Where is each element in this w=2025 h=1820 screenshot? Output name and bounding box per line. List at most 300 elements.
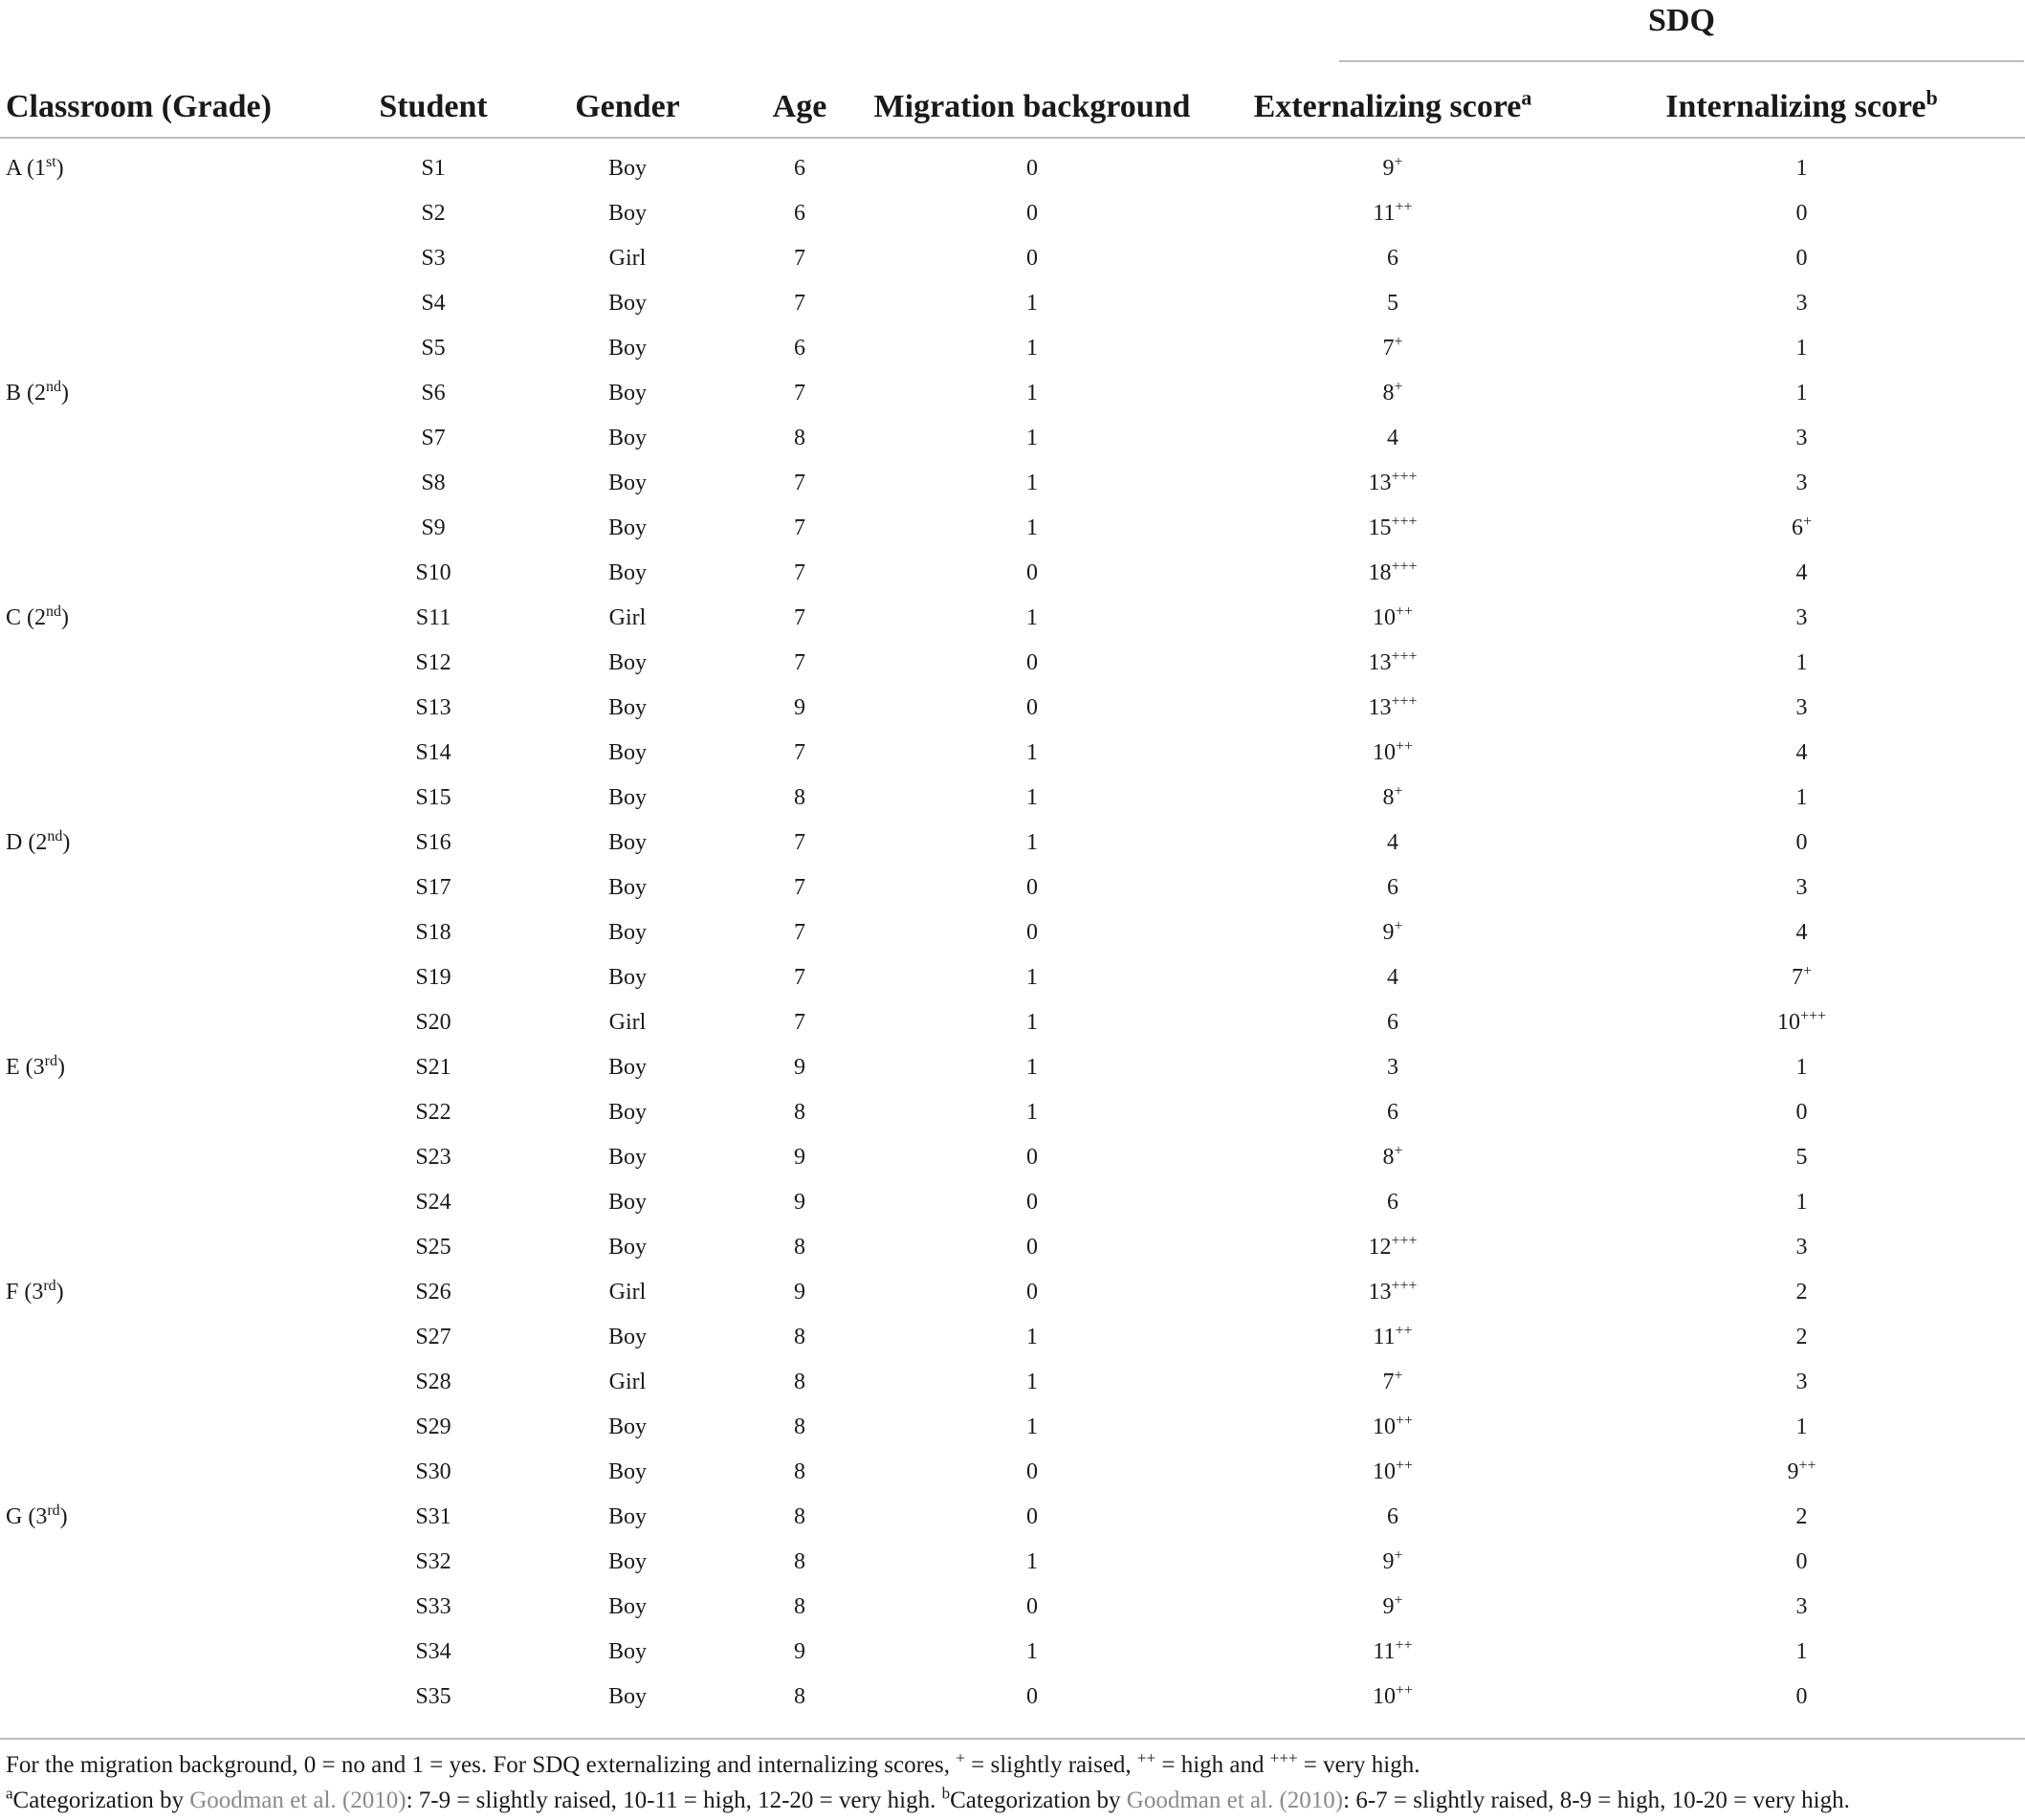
- internalizing-value: 2: [1795, 1325, 1808, 1349]
- cell-classroom: [0, 1675, 354, 1720]
- cell-gender: Girl: [608, 246, 647, 271]
- classroom-close: ): [61, 605, 69, 630]
- internalizing-level: +++: [1799, 1008, 1827, 1024]
- cell-internalizing: [1578, 1270, 2025, 1315]
- cell-migration: 0: [1026, 1594, 1038, 1619]
- cell-externalizing: [1207, 1000, 1578, 1045]
- externalizing-value: 6: [1387, 1190, 1398, 1215]
- cell-student: S25: [415, 1235, 451, 1260]
- table-row: [0, 1315, 2025, 1360]
- cell-internalizing: [1578, 506, 2025, 551]
- internalizing-level: ++: [1798, 1458, 1816, 1474]
- externalizing-value: 6: [1387, 246, 1398, 271]
- cell-externalizing: [1207, 686, 1578, 731]
- cell-student: S26: [415, 1280, 451, 1305]
- cell-externalizing: [1207, 506, 1578, 551]
- cell-migration: 1: [1026, 1370, 1038, 1394]
- internalizing-value: 1: [1795, 1055, 1808, 1080]
- note1-text-2: = slightly raised,: [964, 1752, 1137, 1778]
- cell-migration: 1: [1026, 1414, 1038, 1439]
- cell-classroom: [0, 1270, 354, 1315]
- externalizing-value: 3: [1387, 1055, 1398, 1080]
- cell-gender: Boy: [607, 785, 647, 810]
- table-row: [0, 596, 2025, 641]
- cell-age: 9: [794, 1055, 805, 1080]
- cell-age: 8: [794, 1684, 805, 1709]
- externalizing-level: ++: [1395, 1323, 1413, 1339]
- cell-gender: Boy: [607, 381, 647, 406]
- cell-internalizing: [1578, 416, 2025, 461]
- cell-age: 9: [794, 1145, 805, 1170]
- internalizing-value: 9: [1787, 1459, 1799, 1484]
- cell-migration: 1: [1026, 1325, 1038, 1349]
- internalizing-label: Internalizing score: [1665, 88, 1926, 124]
- externalizing-value: 10: [1372, 1414, 1396, 1439]
- grade-ordinal: st: [46, 154, 56, 170]
- externalizing-value: 6: [1387, 875, 1398, 900]
- externalizing-level: +++: [1391, 469, 1418, 485]
- cell-gender: Boy: [607, 1055, 647, 1080]
- cell-classroom: [0, 461, 354, 506]
- cell-student: S15: [415, 785, 451, 810]
- classroom-close: ): [62, 830, 71, 855]
- externalizing-level: +++: [1391, 1233, 1418, 1249]
- table-row: [0, 731, 2025, 776]
- note2-text-3: Categorization by: [950, 1787, 1127, 1813]
- cell-classroom: [0, 1315, 354, 1360]
- cell-age: 9: [794, 695, 805, 720]
- cell-gender: Boy: [607, 875, 647, 900]
- cell-internalizing: [1578, 281, 2025, 326]
- cell-internalizing: [1578, 1495, 2025, 1540]
- cell-age: 8: [794, 1235, 805, 1260]
- internalizing-value: 0: [1795, 830, 1808, 855]
- cell-migration: 0: [1026, 246, 1038, 271]
- cell-student: S14: [415, 740, 451, 765]
- internalizing-value: 1: [1795, 1639, 1808, 1664]
- cell-student: S35: [415, 1684, 451, 1709]
- internalizing-level: +: [1802, 514, 1813, 530]
- cell-migration: 1: [1026, 1639, 1038, 1664]
- cell-internalizing: [1578, 1180, 2025, 1225]
- col-header-externalizing: [1207, 77, 1578, 138]
- cell-internalizing: [1578, 461, 2025, 506]
- cell-externalizing: [1207, 1450, 1578, 1495]
- cell-gender: Boy: [607, 515, 647, 540]
- table-row: [0, 1090, 2025, 1135]
- cell-internalizing: [1578, 138, 2025, 191]
- internalizing-value: 0: [1795, 1100, 1808, 1125]
- cell-student: S33: [415, 1594, 451, 1619]
- col-header-classroom: Classroom (Grade): [0, 77, 354, 138]
- cell-gender: Boy: [607, 695, 647, 720]
- cell-gender: Girl: [608, 1280, 647, 1305]
- cell-classroom: [0, 1045, 354, 1090]
- cell-externalizing: [1207, 138, 1578, 191]
- table-row: [0, 191, 2025, 236]
- note2-text-4: : 6-7 = slightly raised, 8-9 = high, 10-20 = very high.: [1343, 1787, 1850, 1813]
- classroom-label: C (2: [6, 605, 46, 630]
- cell-externalizing: [1207, 641, 1578, 686]
- cell-externalizing: [1207, 1585, 1578, 1630]
- cell-student: S23: [415, 1145, 451, 1170]
- externalizing-value: 6: [1387, 1504, 1398, 1529]
- table-row: [0, 1450, 2025, 1495]
- note2-marker-b: b: [941, 1784, 951, 1803]
- externalizing-value: 13: [1368, 650, 1392, 675]
- externalizing-value: 13: [1368, 1280, 1392, 1305]
- cell-age: 9: [794, 1639, 805, 1664]
- cell-externalizing: [1207, 1090, 1578, 1135]
- cell-migration: 0: [1026, 201, 1038, 226]
- cell-student: S3: [421, 246, 446, 271]
- cell-student: S11: [415, 605, 451, 630]
- externalizing-level: +: [1394, 1547, 1403, 1564]
- cell-gender: Boy: [607, 1235, 647, 1260]
- internalizing-value: 3: [1795, 1370, 1808, 1394]
- externalizing-value: 6: [1387, 1100, 1398, 1125]
- cell-student: S13: [415, 695, 451, 720]
- table-row: [0, 955, 2025, 1000]
- cell-age: 7: [794, 830, 805, 855]
- externalizing-level: ++: [1395, 738, 1414, 755]
- sdq-group-header: SDQ: [1648, 3, 1715, 38]
- externalizing-level: +: [1394, 1592, 1403, 1609]
- externalizing-value: 8: [1382, 785, 1395, 810]
- cell-age: 7: [794, 471, 805, 495]
- cell-gender: Boy: [607, 740, 647, 765]
- table-row: [0, 686, 2025, 731]
- classroom-close: ): [59, 1504, 68, 1529]
- cell-age: 7: [794, 291, 805, 316]
- cell-classroom: [0, 821, 354, 866]
- cell-internalizing: [1578, 776, 2025, 821]
- note1-text-3: = high and: [1156, 1752, 1270, 1778]
- cell-age: 7: [794, 1010, 805, 1035]
- classroom-close: ): [55, 1280, 64, 1305]
- cell-age: 8: [794, 1549, 805, 1574]
- cell-age: 9: [794, 1190, 805, 1215]
- cell-internalizing: [1578, 1045, 2025, 1090]
- goodman-reference-link-1[interactable]: Goodman et al. (2010): [189, 1787, 407, 1813]
- table-row: [0, 461, 2025, 506]
- cell-student: S28: [415, 1370, 451, 1394]
- cell-classroom: [0, 776, 354, 821]
- externalizing-value: 11: [1373, 1325, 1396, 1349]
- col-header-student: Student: [354, 77, 513, 138]
- internalizing-value: 1: [1795, 1414, 1808, 1439]
- cell-externalizing: [1207, 1405, 1578, 1450]
- cell-externalizing: [1207, 416, 1578, 461]
- internalizing-value: 3: [1795, 695, 1808, 720]
- cell-migration: 0: [1026, 156, 1038, 181]
- cell-internalizing: [1578, 371, 2025, 416]
- cell-classroom: [0, 191, 354, 236]
- cell-externalizing: [1207, 551, 1578, 596]
- cell-migration: 1: [1026, 830, 1038, 855]
- cell-classroom: [0, 596, 354, 641]
- cell-gender: Boy: [607, 1594, 647, 1619]
- table-row: [0, 821, 2025, 866]
- internalizing-value: 2: [1795, 1504, 1808, 1529]
- cell-classroom: [0, 910, 354, 955]
- cell-gender: Boy: [607, 156, 647, 181]
- table-row: [0, 866, 2025, 910]
- classroom-label: E (3: [6, 1055, 45, 1080]
- grade-ordinal: nd: [46, 603, 61, 620]
- cell-age: 7: [794, 560, 805, 585]
- externalizing-level: +: [1394, 154, 1403, 170]
- table-row: [0, 1000, 2025, 1045]
- table-row: [0, 281, 2025, 326]
- cell-student: S30: [415, 1459, 451, 1484]
- table-row: [0, 1135, 2025, 1180]
- cell-externalizing: [1207, 821, 1578, 866]
- table-row: [0, 1675, 2025, 1720]
- cell-classroom: [0, 1585, 354, 1630]
- classroom-close: ): [61, 381, 69, 406]
- internalizing-level: +: [1802, 963, 1813, 979]
- externalizing-level: +: [1394, 379, 1403, 395]
- internalizing-value: 0: [1795, 1549, 1808, 1574]
- cell-age: 7: [794, 875, 805, 900]
- cell-externalizing: [1207, 236, 1578, 281]
- cell-student: S31: [415, 1504, 451, 1529]
- table-row: [0, 641, 2025, 686]
- externalizing-value: 8: [1382, 381, 1395, 406]
- internalizing-value: 3: [1795, 875, 1808, 900]
- externalizing-value: 10: [1372, 740, 1396, 765]
- col-header-internalizing: [1578, 77, 2025, 138]
- internalizing-value: 1: [1795, 336, 1808, 361]
- cell-internalizing: [1578, 596, 2025, 641]
- cell-internalizing: [1578, 1000, 2025, 1045]
- table-row: [0, 416, 2025, 461]
- cell-externalizing: [1207, 326, 1578, 371]
- table-row: [0, 1270, 2025, 1315]
- cell-internalizing: [1578, 1540, 2025, 1585]
- sdq-group-rule: [1339, 60, 2024, 62]
- cell-migration: 1: [1026, 1010, 1038, 1035]
- cell-internalizing: [1578, 236, 2025, 281]
- classroom-label: B (2: [6, 381, 46, 406]
- cell-internalizing: [1578, 1450, 2025, 1495]
- cell-migration: 1: [1026, 965, 1038, 990]
- table-row: [0, 326, 2025, 371]
- col-header-age: Age: [742, 77, 857, 138]
- cell-externalizing: [1207, 1360, 1578, 1405]
- externalizing-label: Externalizing score: [1253, 88, 1522, 124]
- externalizing-value: 13: [1368, 695, 1392, 720]
- cell-internalizing: [1578, 191, 2025, 236]
- cell-student: S18: [415, 920, 451, 945]
- externalizing-level: +: [1394, 334, 1403, 350]
- cell-migration: 1: [1026, 785, 1038, 810]
- externalizing-level: ++: [1395, 199, 1413, 215]
- externalizing-value: 15: [1368, 515, 1392, 540]
- grade-ordinal: nd: [46, 379, 61, 395]
- classroom-label: A (1: [6, 156, 46, 181]
- cell-migration: 1: [1026, 1055, 1038, 1080]
- cell-classroom: [0, 1090, 354, 1135]
- cell-migration: 0: [1026, 875, 1038, 900]
- cell-student: S24: [415, 1190, 451, 1215]
- note2-marker-a: a: [6, 1784, 13, 1803]
- externalizing-level: ++: [1395, 1637, 1413, 1654]
- externalizing-value: 9: [1382, 1549, 1395, 1574]
- cell-gender: Boy: [607, 650, 647, 675]
- cell-migration: 1: [1026, 381, 1038, 406]
- table-row: [0, 1225, 2025, 1270]
- cell-internalizing: [1578, 686, 2025, 731]
- cell-migration: 1: [1026, 1100, 1038, 1125]
- externalizing-level: +++: [1391, 1278, 1418, 1294]
- cell-student: S19: [415, 965, 451, 990]
- externalizing-value: 12: [1368, 1235, 1392, 1260]
- table-row: [0, 776, 2025, 821]
- internalizing-value: 3: [1795, 605, 1808, 630]
- cell-age: 7: [794, 381, 805, 406]
- cell-internalizing: [1578, 551, 2025, 596]
- note1-sup-3: +++: [1269, 1748, 1298, 1767]
- internalizing-value: 1: [1795, 156, 1808, 181]
- cell-externalizing: [1207, 1180, 1578, 1225]
- externalizing-value: 10: [1372, 605, 1396, 630]
- externalizing-level: +: [1394, 783, 1403, 800]
- cell-student: S12: [415, 650, 451, 675]
- cell-classroom: [0, 138, 354, 191]
- cell-age: 8: [794, 1459, 805, 1484]
- cell-student: S7: [421, 426, 446, 450]
- externalizing-value: 10: [1372, 1684, 1396, 1709]
- cell-age: 7: [794, 740, 805, 765]
- externalizing-level: +: [1394, 1368, 1403, 1384]
- internalizing-value: 10: [1776, 1010, 1800, 1035]
- cell-gender: Boy: [607, 1145, 647, 1170]
- cell-classroom: [0, 551, 354, 596]
- cell-internalizing: [1578, 641, 2025, 686]
- cell-classroom: [0, 1180, 354, 1225]
- cell-age: 7: [794, 650, 805, 675]
- externalizing-level: +: [1394, 918, 1403, 934]
- table-row: [0, 506, 2025, 551]
- cell-age: 8: [794, 1100, 805, 1125]
- cell-internalizing: [1578, 1135, 2025, 1180]
- externalizing-footnote-marker: a: [1521, 85, 1532, 110]
- cell-classroom: [0, 236, 354, 281]
- cell-internalizing: [1578, 326, 2025, 371]
- cell-age: 9: [794, 1280, 805, 1305]
- cell-student: S17: [415, 875, 451, 900]
- cell-student: S34: [415, 1639, 451, 1664]
- cell-migration: 0: [1026, 650, 1038, 675]
- internalizing-value: 2: [1795, 1280, 1808, 1305]
- externalizing-value: 5: [1387, 291, 1398, 316]
- internalizing-value: 1: [1795, 785, 1808, 810]
- cell-externalizing: [1207, 866, 1578, 910]
- externalizing-level: +: [1394, 1143, 1403, 1159]
- cell-classroom: [0, 866, 354, 910]
- cell-student: S2: [421, 201, 446, 226]
- cell-gender: Boy: [607, 1549, 647, 1574]
- classroom-label: F (3: [6, 1280, 44, 1305]
- cell-classroom: [0, 1135, 354, 1180]
- cell-externalizing: [1207, 281, 1578, 326]
- cell-classroom: [0, 1225, 354, 1270]
- cell-externalizing: [1207, 1045, 1578, 1090]
- cell-student: S6: [421, 381, 446, 406]
- classroom-close: ): [55, 156, 64, 181]
- classroom-label: D (2: [6, 830, 48, 855]
- cell-gender: Boy: [607, 201, 647, 226]
- cell-age: 8: [794, 1504, 805, 1529]
- cell-gender: Boy: [607, 965, 647, 990]
- goodman-reference-link-2[interactable]: Goodman et al. (2010): [1126, 1787, 1344, 1813]
- table-row: [0, 1630, 2025, 1675]
- grade-ordinal: rd: [47, 1502, 60, 1519]
- cell-classroom: [0, 371, 354, 416]
- cell-externalizing: [1207, 955, 1578, 1000]
- cell-classroom: [0, 1540, 354, 1585]
- cell-internalizing: [1578, 1360, 2025, 1405]
- table-body: [0, 138, 2025, 1720]
- grade-ordinal: rd: [44, 1053, 57, 1069]
- cell-gender: Boy: [607, 426, 647, 450]
- table-row: [0, 371, 2025, 416]
- cell-gender: Boy: [607, 1190, 647, 1215]
- internalizing-value: 5: [1795, 1145, 1808, 1170]
- externalizing-level: +++: [1391, 559, 1418, 575]
- cell-classroom: [0, 955, 354, 1000]
- externalizing-value: 8: [1382, 1145, 1395, 1170]
- cell-gender: Boy: [607, 920, 647, 945]
- note1-sup-2: ++: [1136, 1748, 1156, 1767]
- table-row: [0, 236, 2025, 281]
- cell-migration: 1: [1026, 471, 1038, 495]
- cell-migration: 1: [1026, 605, 1038, 630]
- externalizing-value: 4: [1387, 426, 1398, 450]
- internalizing-value: 0: [1795, 201, 1808, 226]
- internalizing-value: 4: [1795, 740, 1808, 765]
- col-header-migration: Migration background: [857, 77, 1207, 138]
- externalizing-level: +++: [1391, 514, 1418, 530]
- cell-classroom: [0, 1630, 354, 1675]
- cell-age: 8: [794, 1414, 805, 1439]
- note1-sup-1: +: [956, 1748, 965, 1767]
- cell-externalizing: [1207, 1675, 1578, 1720]
- cell-externalizing: [1207, 1495, 1578, 1540]
- cell-student: S8: [421, 471, 446, 495]
- classroom-label: G (3: [6, 1504, 48, 1529]
- cell-gender: Boy: [607, 471, 647, 495]
- cell-externalizing: [1207, 731, 1578, 776]
- cell-classroom: [0, 1360, 354, 1405]
- cell-age: 6: [794, 156, 805, 181]
- cell-student: S20: [415, 1010, 451, 1035]
- internalizing-value: 1: [1795, 1190, 1808, 1215]
- cell-classroom: [0, 506, 354, 551]
- cell-migration: 0: [1026, 1504, 1038, 1529]
- internalizing-value: 3: [1795, 471, 1808, 495]
- cell-migration: 1: [1026, 1549, 1038, 1574]
- col-header-gender: Gender: [513, 77, 742, 138]
- grade-ordinal: rd: [43, 1278, 56, 1294]
- cell-internalizing: [1578, 1675, 2025, 1720]
- table-row: [0, 1405, 2025, 1450]
- cell-externalizing: [1207, 1540, 1578, 1585]
- cell-internalizing: [1578, 1405, 2025, 1450]
- externalizing-level: +++: [1391, 648, 1418, 665]
